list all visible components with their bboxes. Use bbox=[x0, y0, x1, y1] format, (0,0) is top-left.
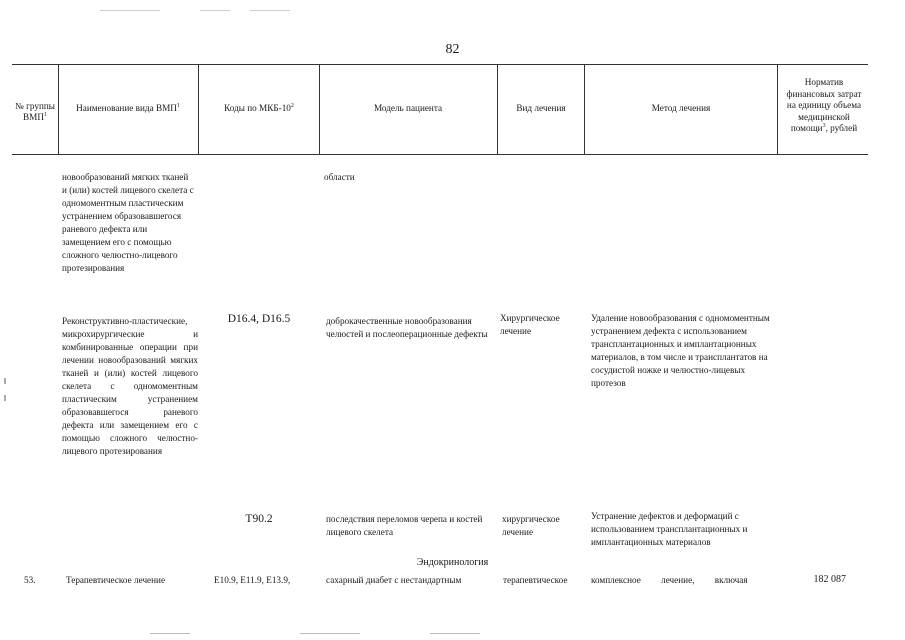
col-divider bbox=[584, 64, 585, 154]
treatment-type-surgical: Хирургическое лечение bbox=[500, 313, 560, 336]
icd-codes-t90: T90.2 bbox=[245, 513, 273, 525]
page-number: 82 bbox=[445, 42, 460, 57]
header-top-rule bbox=[12, 64, 868, 65]
header-treatment-method: Метод лечения bbox=[651, 103, 711, 114]
treatment-method-defects: Устранение дефектов и деформаций с использованием трансплантационных и имплантационных материалов bbox=[591, 511, 748, 547]
vmp-name-reconstructive: Реконструктивно-пластические, микрохирургические и комбинированные операции при лечении новообразований мягких тканей и (или) костей лицевого скелета с одномоментным пластическим устранением образовавшегося раневого дефекта или замещением его с помощью сложного челюстно-лицевого протезирования bbox=[62, 316, 198, 456]
header-vmp-name-text: Наименование вида ВМП bbox=[76, 103, 177, 114]
col-divider bbox=[497, 64, 498, 154]
row-53-treatment-type: терапевтическое bbox=[503, 575, 568, 585]
header-group-no bbox=[14, 92, 56, 132]
row-53-patient-model: сахарный диабет с нестандартным bbox=[326, 575, 462, 585]
header-cost-norm bbox=[784, 58, 864, 154]
row-53-number: 53. bbox=[24, 575, 36, 585]
treatment-method-removal: Удаление новообразования с одномоментным устранением дефекта с использованием трансплантационных и имплантационных материалов, в том числе и трансплантатов на сосудистой ножке и челюстно-лицевых протезов bbox=[591, 313, 770, 388]
footnote-ref: 2 bbox=[290, 103, 294, 110]
col-divider bbox=[198, 64, 199, 154]
header-cost-norm-unit: , рублей bbox=[825, 123, 858, 134]
header-bottom-rule bbox=[12, 154, 868, 155]
row-53-icd-codes: E10.9, E11.9, E13.9, bbox=[214, 575, 291, 585]
col-divider bbox=[319, 64, 320, 154]
col-divider bbox=[58, 64, 59, 154]
row-53-treatment-method: комплексное лечение, включая bbox=[591, 575, 748, 585]
patient-model-fracture: последствия переломов черепа и костей лицевого скелета bbox=[326, 514, 483, 537]
section-title-endocrinology: Эндокринология bbox=[416, 557, 489, 568]
footnote-ref: 1 bbox=[43, 111, 47, 118]
footnote-ref: 1 bbox=[176, 103, 180, 110]
header-treatment-type: Вид лечения bbox=[516, 103, 566, 114]
icd-codes-d16: D16.4, D16.5 bbox=[227, 313, 291, 325]
vmp-name-continuation: новообразований мягких тканей и (или) костей лицевого скелета с одномоментным пластическим устранением образовавшегося раневого дефекта или замещением его с помощью сложного челюстно-лицевого протезирования bbox=[62, 172, 194, 273]
patient-model-continuation: области bbox=[324, 172, 355, 182]
header-group-no-text: № группы ВМП bbox=[15, 100, 55, 122]
row-53-cost: 182 087 bbox=[813, 574, 846, 585]
patient-model-benign: доброкачественные новообразования челюстей и послеоперационные дефекты bbox=[326, 316, 488, 339]
header-cost-norm-text: Норматив финансовых затрат на единицу объема медицинской помощи bbox=[786, 77, 862, 134]
header-vmp-name bbox=[60, 66, 196, 152]
header-icd-codes bbox=[200, 66, 318, 152]
treatment-type-surgical-2: хирургическое лечение bbox=[502, 514, 560, 537]
footnote-ref: 3 bbox=[822, 123, 826, 130]
header-icd-codes-text: Коды по МКБ-10 bbox=[224, 103, 291, 114]
row-53-vmp-name: Терапевтическое лечение bbox=[66, 575, 166, 585]
col-divider bbox=[777, 64, 778, 154]
header-patient-model: Модель пациента bbox=[373, 103, 443, 114]
